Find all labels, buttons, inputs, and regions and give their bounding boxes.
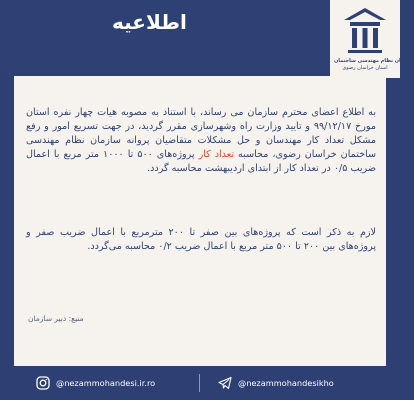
logo-text-line2: استان خراسان رضوی [342, 65, 388, 71]
logo-text-line1: سازمان نظام مهندسی ساختمان [334, 58, 414, 64]
telegram-icon [218, 376, 232, 390]
footer-divider [199, 374, 200, 392]
para1-text-b: پروژه‌های ۵۰۰ تا ۱۰۰۰ متر مربع با اعمال ضریب ۰/۵ در تعداد کار از ابتدای اردیبهشت محاسبه گردد. [26, 149, 376, 174]
para1-text-a: به اطلاع اعضای محترم سازمان می رساند، با استناد به مصوبه هیات چهار نفره استان مورخ ۹۹/۱۲/۱۷ و تایید وزارت راه وشهرسازی مقرر گردید، در جهت تسریع امور و رفع مشکل تعداد کار مهندسان و حل مشکلات متقاضیان پروانه سازمان نظام مهندسی ساختمان خراسان رضوی، محاسبه [26, 107, 376, 160]
footer-social-text: @nezammohandesikho [238, 378, 334, 388]
highlight-text: تعداد کار [198, 149, 235, 160]
announcement-paragraph-2: لازم به ذکر است که پروژه‌های بین صفر تا ۲۰۰ مترمربع با اعمال ضریب صفر و پروژه‌های بین ۲۰۰ تا ۵۰۰ متر مربع با اعمال ضریب ۰/۲ محاسبه می‌گردد. [26, 227, 376, 252]
organization-logo-icon [342, 6, 388, 54]
footer-website-text: @nezammohandesi.ir.ro [56, 378, 156, 388]
page-title: اطلاعیه [112, 10, 187, 34]
instagram-icon [36, 376, 50, 390]
footer-social-link[interactable] [218, 372, 334, 394]
footer-website-link[interactable] [36, 372, 155, 394]
announcement-paragraph-1 [26, 106, 376, 176]
source-note: منبع: دبیر سازمان [28, 314, 84, 323]
logo-block [330, 0, 414, 78]
